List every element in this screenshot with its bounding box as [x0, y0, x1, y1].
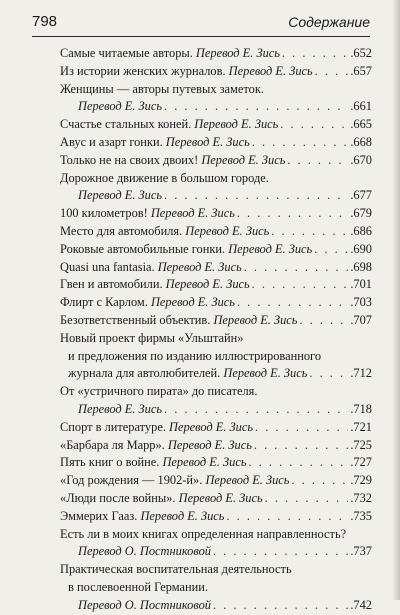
entry-title: Авус и азарт гонки.: [60, 134, 166, 149]
table-of-contents: [60, 45, 372, 615]
toc-entry: [60, 579, 372, 597]
entry-title: Quasi una fantasia.: [60, 259, 158, 274]
entry-page-number: .661: [350, 99, 372, 114]
header-title: Содержание: [288, 14, 370, 30]
toc-entry-text: [68, 579, 208, 597]
dot-leader: [309, 365, 348, 383]
toc-entry: [60, 63, 372, 81]
toc-entry-text: [60, 45, 280, 63]
entry-title: «Люди после войны».: [60, 490, 179, 505]
dot-leader: [248, 454, 348, 472]
entry-translator: Перевод Е. Зись: [165, 277, 250, 292]
toc-entry: [60, 526, 372, 544]
toc-entry: [60, 437, 372, 455]
dot-leader: [213, 597, 348, 615]
dot-leader: [282, 45, 348, 63]
entry-title: Женщины — авторы путевых заметок.: [60, 81, 264, 96]
entry-page-number: .732: [350, 490, 372, 505]
entry-translator: Перевод Е. Зись: [78, 188, 162, 203]
entry-page-number: .737: [350, 544, 372, 559]
entry-page-number: .668: [350, 134, 372, 149]
entry-translator: Перевод Е. Зись: [213, 312, 298, 327]
toc-entry-text: [60, 294, 235, 312]
toc-entry: [60, 45, 372, 63]
entry-translator: Перевод Е. Зись: [228, 63, 313, 78]
entry-translator: Перевод Е. Зись: [185, 223, 270, 238]
toc-entry-text: [60, 205, 235, 223]
entry-translator: Перевод Е. Зись: [178, 490, 263, 505]
toc-entry: [60, 454, 372, 472]
running-header: [32, 12, 370, 37]
toc-entry-text: [60, 561, 292, 579]
toc-entry-text: [60, 490, 263, 508]
dot-leader: [291, 472, 348, 490]
toc-entry: [60, 508, 372, 526]
toc-entry-text: [60, 63, 313, 81]
toc-entry-text: [60, 383, 257, 401]
entry-translator: Перевод О. Постниковой: [78, 597, 211, 612]
dot-leader: [252, 134, 349, 152]
entry-page-number: .698: [350, 259, 372, 274]
toc-entry-text: [78, 543, 211, 561]
entry-page-number: .657: [350, 63, 372, 78]
toc-entry: [60, 241, 372, 259]
dot-leader: [255, 419, 348, 437]
toc-entry-text: [60, 223, 269, 241]
toc-entry: [60, 152, 372, 170]
toc-entry-text: [60, 526, 346, 544]
entry-translator: Перевод Е. Зись: [150, 295, 235, 310]
entry-translator: Перевод Е. Зись: [140, 508, 225, 523]
toc-entry: [60, 383, 372, 401]
entry-translator: Перевод Е. Зись: [169, 419, 254, 434]
dot-leader: [237, 205, 348, 223]
dot-leader: [226, 508, 348, 526]
dot-leader: [164, 187, 348, 205]
dot-leader: [252, 276, 349, 294]
toc-entry: [60, 490, 372, 508]
entry-title: Из истории женских журналов.: [60, 63, 229, 78]
toc-entry-text: [60, 134, 250, 152]
toc-entry-text: [60, 170, 269, 188]
entry-page-number: .725: [350, 437, 372, 452]
toc-entry: [60, 134, 372, 152]
toc-entry: [60, 365, 372, 383]
toc-entry: [60, 205, 372, 223]
entry-page-number: .742: [350, 597, 372, 612]
page-edge-shadow: [392, 0, 400, 600]
toc-entry-text: [68, 365, 307, 383]
entry-title: Есть ли в моих книгах определенная направленность?: [60, 526, 347, 541]
entry-translator: Перевод О. Постниковой: [78, 544, 211, 559]
entry-page-number: .665: [350, 117, 372, 132]
toc-entry-text: [60, 472, 289, 490]
entry-translator: Перевод Е. Зись: [195, 46, 280, 60]
toc-entry: [60, 419, 372, 437]
toc-entry: [60, 98, 372, 116]
entry-page-number: .721: [350, 419, 372, 434]
entry-title: От «устричного пирата» до писателя.: [60, 384, 258, 399]
entry-page-number: .718: [350, 401, 372, 416]
dot-leader: [244, 259, 349, 277]
toc-entry: [60, 597, 372, 615]
entry-title: «Год рождения — 1902-й».: [60, 473, 206, 488]
entry-translator: Перевод Е. Зись: [157, 259, 242, 274]
entry-page-number: .703: [350, 295, 372, 310]
toc-entry: [60, 348, 372, 366]
entry-translator: Перевод Е. Зись: [194, 117, 279, 132]
entry-title: Место для автомобиля.: [60, 223, 186, 238]
toc-entry: [60, 276, 372, 294]
toc-entry-text: [60, 508, 224, 526]
toc-entry: [60, 330, 372, 348]
toc-entry-text: [60, 454, 246, 472]
dot-leader: [265, 490, 349, 508]
toc-entry-text: [68, 348, 321, 366]
entry-page-number: .652: [350, 46, 372, 60]
page-number: 798: [32, 13, 58, 30]
entry-page-number: .686: [350, 223, 372, 238]
entry-title: Роковые автомобильные гонки.: [60, 241, 229, 256]
entry-translator: Перевод Е. Зись: [205, 473, 290, 488]
dot-leader: [164, 401, 348, 419]
entry-title: Гвен и автомобили.: [60, 277, 166, 292]
dot-leader: [164, 98, 348, 116]
toc-entry-text: [60, 241, 312, 259]
entry-title: Счастье стальных коней.: [60, 117, 195, 132]
entry-title: журнала для автолюбителей.: [68, 366, 224, 381]
dot-leader: [280, 116, 348, 134]
toc-entry-text: [60, 312, 297, 330]
entry-translator: Перевод Е. Зись: [223, 366, 308, 381]
toc-entry-text: [60, 259, 242, 277]
entry-title: Только не на своих двоих!: [60, 152, 202, 167]
toc-entry: [60, 401, 372, 419]
entry-translator: Перевод Е. Зись: [162, 455, 247, 470]
dot-leader: [271, 223, 348, 241]
entry-page-number: .727: [350, 455, 372, 470]
entry-title: Пять книг о войне.: [60, 455, 163, 470]
toc-entry-text: [60, 419, 253, 437]
entry-page-number: .707: [350, 312, 372, 327]
dot-leader: [213, 543, 348, 561]
entry-page-number: .670: [350, 152, 372, 167]
entry-translator: Перевод Е. Зись: [165, 134, 250, 149]
toc-entry: [60, 472, 372, 490]
entry-page-number: .679: [350, 206, 372, 221]
dot-leader: [287, 152, 348, 170]
dot-leader: [314, 241, 348, 259]
toc-entry: [60, 294, 372, 312]
entry-title: в послевоенной Германии.: [68, 579, 209, 594]
entry-page-number: .690: [350, 241, 372, 256]
dot-leader: [237, 294, 348, 312]
entry-title: Спорт в литературе.: [60, 419, 170, 434]
toc-entry: [60, 312, 372, 330]
toc-entry-text: [60, 152, 285, 170]
toc-entry: [60, 116, 372, 134]
entry-title: «Барбара ля Марр».: [60, 437, 168, 452]
toc-entry-text: [60, 330, 244, 348]
toc-entry: [60, 543, 372, 561]
entry-title: Безответственный объектив.: [60, 312, 214, 327]
entry-page-number: .735: [350, 508, 372, 523]
dot-leader: [254, 437, 348, 455]
entry-title: Эммерих Гааз.: [60, 508, 141, 523]
entry-page-number: .729: [350, 473, 372, 488]
entry-title: Новый проект фирмы «Ульштайн»: [60, 330, 244, 345]
toc-entry-text: [60, 116, 278, 134]
toc-entry: [60, 170, 372, 188]
entry-translator: Перевод Е. Зись: [167, 437, 252, 452]
entry-title: Практическая воспитательная деятельность: [60, 562, 292, 577]
toc-entry-text: [78, 98, 162, 116]
toc-entry-text: [78, 187, 162, 205]
toc-entry-text: [78, 597, 211, 615]
entry-page-number: .677: [350, 188, 372, 203]
entry-title: 100 километров!: [60, 206, 151, 221]
toc-entry: [60, 187, 372, 205]
toc-entry-text: [78, 401, 162, 419]
toc-entry: [60, 259, 372, 277]
entry-title: Дорожное движение в большом городе.: [60, 170, 269, 185]
entry-title: Самые читаемые авторы.: [60, 46, 196, 60]
entry-translator: Перевод Е. Зись: [201, 152, 286, 167]
dot-leader: [299, 312, 348, 330]
entry-translator: Перевод Е. Зись: [78, 99, 162, 114]
entry-title: Флирт с Карлом.: [60, 295, 151, 310]
toc-entry-text: [60, 276, 250, 294]
toc-entry-text: [60, 437, 252, 455]
entry-page-number: .701: [350, 277, 372, 292]
dot-leader: [315, 63, 349, 81]
toc-entry-text: [60, 81, 264, 99]
entry-page-number: .712: [350, 366, 372, 381]
entry-translator: Перевод Е. Зись: [78, 401, 162, 416]
toc-entry: [60, 223, 372, 241]
entry-translator: Перевод Е. Зись: [150, 206, 235, 221]
entry-translator: Перевод Е. Зись: [228, 241, 313, 256]
entry-title: и предложения по изданию иллюстрированного: [68, 348, 322, 363]
toc-entry: [60, 81, 372, 99]
toc-entry: [60, 561, 372, 579]
